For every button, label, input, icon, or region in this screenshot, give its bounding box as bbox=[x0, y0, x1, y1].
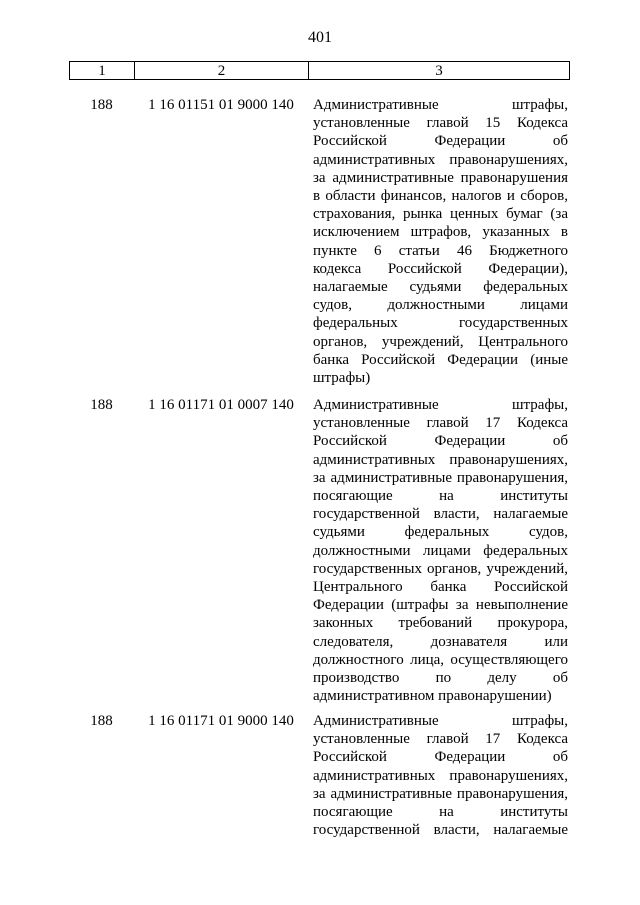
description-line: установленные главой 17 Кодекса bbox=[313, 415, 568, 432]
description-line: исключением штрафов, указанных в bbox=[313, 224, 568, 241]
description-line: за административные правонарушения bbox=[313, 169, 568, 186]
description-line: должностными лицами федеральных bbox=[313, 542, 568, 559]
description-word: на bbox=[439, 488, 454, 505]
description-word: следователя, bbox=[313, 633, 394, 650]
description-word: законных bbox=[313, 615, 374, 632]
description-word: кодекса bbox=[313, 260, 362, 277]
description-word: по bbox=[435, 670, 452, 687]
description-word: Федерации bbox=[434, 749, 506, 766]
description-word: штрафы, bbox=[512, 713, 568, 729]
description-line: за административные правонарушения, bbox=[313, 469, 568, 486]
description-line: административных правонарушениях, bbox=[313, 151, 568, 168]
row-description bbox=[313, 712, 568, 839]
description-line: Федерации (штрафы за невыполнение bbox=[313, 597, 568, 614]
description-line: административном правонарушении) bbox=[313, 688, 552, 705]
description-word: Административные bbox=[313, 397, 439, 413]
description-word: об bbox=[552, 133, 568, 150]
description-word: Федерации), bbox=[488, 260, 568, 277]
description-line: пункте 6 статьи 46 Бюджетного bbox=[313, 242, 568, 259]
description-word: Административные bbox=[313, 713, 439, 729]
description-line bbox=[313, 396, 568, 414]
description-line: установленные главой 15 Кодекса bbox=[313, 115, 568, 132]
description-line: административных правонарушениях, bbox=[313, 451, 568, 468]
description-line: государственной власти, налагаемые bbox=[313, 506, 568, 523]
description-line bbox=[313, 614, 568, 632]
row-description bbox=[313, 396, 568, 705]
description-word: Российской bbox=[494, 579, 568, 596]
description-word: Административные bbox=[313, 97, 439, 113]
description-word: институты bbox=[500, 804, 568, 821]
description-word: Центрального bbox=[313, 579, 403, 596]
description-line bbox=[313, 669, 568, 687]
admin-code: 188 bbox=[90, 397, 113, 413]
description-line bbox=[313, 578, 568, 596]
description-word: судьями bbox=[313, 524, 365, 541]
description-word: Российской bbox=[313, 433, 387, 450]
description-line: государственных органов, учреждений, bbox=[313, 560, 568, 577]
description-word: судов, bbox=[529, 524, 568, 541]
column-header-1: 1 bbox=[70, 62, 135, 80]
description-line: установленные главой 17 Кодекса bbox=[313, 731, 568, 748]
description-word: делу bbox=[487, 670, 517, 687]
description-word: прокурора, bbox=[497, 615, 568, 632]
description-line: страхования, рынка ценных бумаг (за bbox=[313, 206, 568, 223]
column-header-table bbox=[69, 61, 570, 80]
description-line: должностного лица, осуществляющего bbox=[313, 651, 568, 668]
description-word: на bbox=[439, 804, 454, 821]
column-header-2: 2 bbox=[135, 62, 309, 80]
description-word: дознавателя bbox=[430, 633, 508, 650]
description-word: федеральных bbox=[313, 315, 398, 332]
description-line bbox=[313, 260, 568, 278]
description-line: административных правонарушениях, bbox=[313, 767, 568, 784]
description-word: требований bbox=[398, 615, 473, 632]
description-word: производство bbox=[313, 670, 400, 687]
description-word: Российской bbox=[387, 260, 462, 277]
description-word: Российской bbox=[313, 749, 387, 766]
row-description bbox=[313, 96, 568, 387]
kbk-code: 1 16 01171 01 9000 140 bbox=[148, 713, 294, 729]
description-line bbox=[313, 712, 568, 730]
description-line bbox=[313, 487, 568, 505]
description-word: Российской bbox=[313, 133, 387, 150]
description-line bbox=[313, 96, 568, 114]
description-word: банка bbox=[430, 579, 467, 596]
description-line: штрафы) bbox=[313, 370, 371, 387]
description-line bbox=[313, 748, 568, 766]
description-word: федеральных bbox=[404, 524, 490, 541]
kbk-code: 1 16 01171 01 0007 140 bbox=[148, 397, 294, 413]
column-header-row bbox=[70, 62, 570, 80]
page-number: 401 bbox=[308, 29, 332, 46]
admin-code: 188 bbox=[90, 97, 113, 113]
description-word: об bbox=[552, 749, 568, 766]
description-word: или bbox=[544, 633, 568, 650]
description-word: судьями bbox=[409, 279, 462, 296]
description-line bbox=[313, 278, 568, 296]
description-word: об bbox=[552, 670, 568, 687]
description-word: лицами bbox=[520, 297, 568, 314]
column-header-3: 3 bbox=[309, 62, 570, 80]
description-line bbox=[313, 132, 568, 150]
kbk-code: 1 16 01151 01 9000 140 bbox=[148, 97, 294, 113]
description-line bbox=[313, 314, 568, 332]
description-word: Федерации bbox=[434, 433, 506, 450]
description-word: об bbox=[552, 433, 568, 450]
admin-code: 188 bbox=[90, 713, 113, 729]
description-word: посягающие bbox=[313, 488, 393, 505]
description-line bbox=[313, 633, 568, 651]
description-word: налагаемые bbox=[313, 279, 388, 296]
description-line: органов, учреждений, Центрального bbox=[313, 333, 568, 350]
description-word: государственных bbox=[459, 315, 568, 332]
description-line bbox=[313, 523, 568, 541]
description-word: штрафы, bbox=[512, 397, 568, 413]
description-word: штрафы, bbox=[512, 97, 568, 113]
description-line: в области финансов, налогов и сборов, bbox=[313, 188, 568, 205]
description-line: государственной власти, налагаемые bbox=[313, 822, 568, 839]
description-word: Федерации bbox=[434, 133, 506, 150]
description-word: федеральных bbox=[483, 279, 568, 296]
description-line bbox=[313, 803, 568, 821]
description-line: банка Российской Федерации (иные bbox=[313, 351, 568, 368]
description-word: судов, bbox=[313, 297, 352, 314]
description-line bbox=[313, 296, 568, 314]
description-word: институты bbox=[500, 488, 568, 505]
description-word: посягающие bbox=[313, 804, 393, 821]
description-word: должностными bbox=[387, 297, 485, 314]
description-line: за административные правонарушения, bbox=[313, 785, 568, 802]
description-line bbox=[313, 432, 568, 450]
